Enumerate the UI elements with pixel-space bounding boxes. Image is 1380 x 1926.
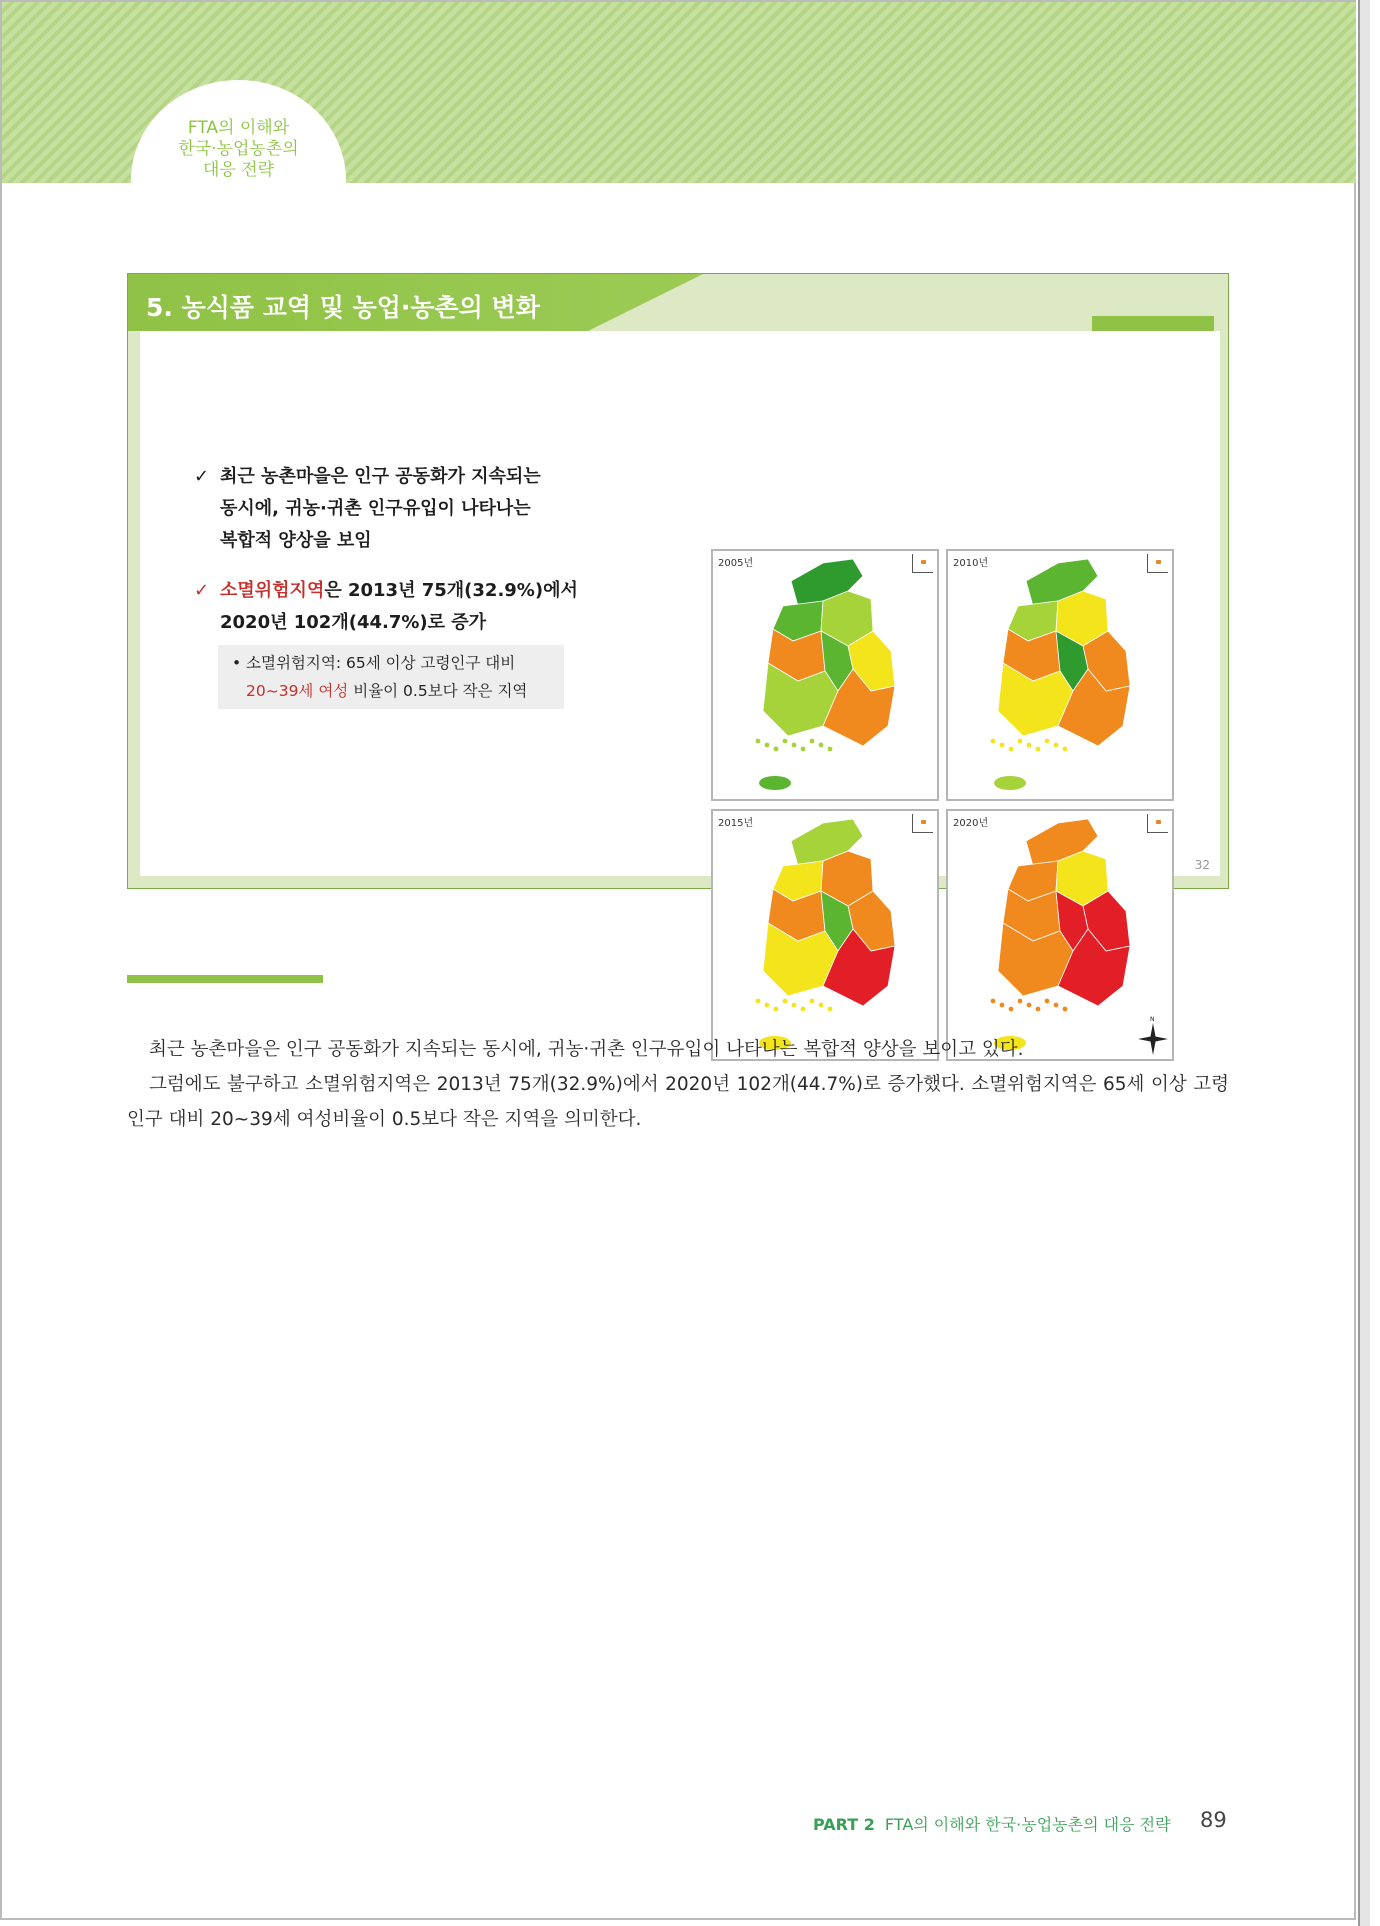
island-dot [1045, 999, 1050, 1004]
slide-figure [127, 273, 1229, 1023]
island-dot [1018, 739, 1023, 744]
island-dot [1018, 999, 1023, 1004]
island-dot [1027, 1003, 1032, 1008]
island-dot [765, 1003, 770, 1008]
slide-number: 32 [1194, 858, 1210, 872]
definition-line-2 [232, 677, 554, 705]
bullet-1-line-1: 최근 농촌마을은 인구 공동화가 지속되는 [220, 466, 541, 487]
island-dot [1027, 743, 1032, 748]
island-dot [1000, 1003, 1005, 1008]
map-panel-1 [711, 549, 939, 801]
island-dot [783, 999, 788, 1004]
map-legend-icon [1147, 554, 1168, 573]
body-text [127, 1032, 1229, 1137]
island-dot [792, 743, 797, 748]
bullet-2-line-2: 2020년 102개(44.7%)로 증가 [220, 612, 487, 633]
island-dot [1054, 1003, 1059, 1008]
map-year-label: 2015년 [718, 818, 754, 829]
island-dot [783, 739, 788, 744]
footer-part: PART 2 [813, 1815, 875, 1834]
island-dot [1036, 1007, 1041, 1012]
page-number: 89 [1200, 1808, 1227, 1832]
paragraph-2: 그럼에도 불구하고 소멸위험지역은 2013년 75개(32.9%)에서 2020년 102개(44.7%)로 증가했다. 소멸위험지역은 65세 이상 고령인구 대비 20~39세 여성비율이 0.5보다 작은 지역을 의미한다. [127, 1074, 1229, 1130]
jeju-island [994, 776, 1026, 790]
island-dot [765, 743, 770, 748]
jeju-island [759, 776, 791, 790]
badge-line-2: 한국·농업농촌의 [178, 139, 299, 159]
island-dot [801, 747, 806, 752]
map-panel-4 [946, 809, 1174, 1061]
island-dot [756, 999, 761, 1004]
badge-line-3: 대응 전략 [202, 160, 275, 180]
badge-line-1: FTA의 이해와 [187, 118, 290, 138]
island-dot [774, 747, 779, 752]
bullet-2 [194, 575, 614, 639]
map-legend-icon [912, 814, 933, 833]
island-dot [1045, 739, 1050, 744]
choropleth-map [713, 811, 937, 1059]
island-dot [801, 1007, 806, 1012]
check-icon: ✓ [194, 466, 210, 487]
highlight-term: 소멸위험지역 [220, 580, 325, 601]
bullet-1 [194, 461, 614, 557]
definition-text-2: 비율이 0.5보다 작은 지역 [348, 682, 528, 700]
map-legend-icon [1147, 814, 1168, 833]
map-year-label: 2020년 [953, 818, 989, 829]
island-dot [1054, 743, 1059, 748]
section-rule [127, 975, 323, 983]
definition-text-1: 소멸위험지역: 65세 이상 고령인구 대비 [246, 654, 516, 672]
island-dot [1063, 1007, 1068, 1012]
slide-accent-bar [1092, 316, 1214, 331]
island-dot [810, 739, 815, 744]
island-dot [828, 1007, 833, 1012]
choropleth-map [713, 551, 937, 799]
island-dot [1036, 747, 1041, 752]
map-legend-icon [912, 554, 933, 573]
map-panel-3 [711, 809, 939, 1061]
bullet-2-text: 은 2013년 75개(32.9%)에서 [324, 580, 578, 601]
running-footer [813, 1812, 1171, 1835]
island-dot [774, 1007, 779, 1012]
definition-box [218, 645, 564, 709]
paragraph-1: 최근 농촌마을은 인구 공동화가 지속되는 동시에, 귀농·귀촌 인구유입이 나타나는 복합적 양상을 보이고 있다. [149, 1039, 1024, 1060]
slide-title: 5. 농식품 교역 및 농업·농촌의 변화 [146, 293, 540, 322]
slide-content [140, 331, 1220, 1023]
island-dot [991, 999, 996, 1004]
choropleth-map [948, 551, 1172, 799]
footer-title: FTA의 이해와 한국·농업농촌의 대응 전략 [884, 1815, 1171, 1834]
page-edge-shadow [1358, 0, 1370, 1926]
island-dot [1009, 1007, 1014, 1012]
island-dot [756, 739, 761, 744]
bullet-2-line-1 [220, 575, 614, 607]
slide-bullets [194, 461, 614, 709]
north-label: N [1150, 1016, 1155, 1023]
island-dot [1009, 747, 1014, 752]
map-panel-2 [946, 549, 1174, 801]
chapter-badge-text [131, 118, 346, 181]
bullet-1-line-2: 동시에, 귀농·귀촌 인구유입이 나타나는 [220, 498, 531, 519]
definition-highlight: 20~39세 여성 [246, 682, 349, 700]
check-icon: ✓ [194, 580, 210, 601]
map-year-label: 2005년 [718, 558, 754, 569]
island-dot [810, 999, 815, 1004]
island-dot [828, 747, 833, 752]
island-dot [991, 739, 996, 744]
bullet-dot: • [232, 654, 242, 672]
island-dot [792, 1003, 797, 1008]
island-dot [819, 743, 824, 748]
island-dot [1063, 747, 1068, 752]
map-year-label: 2010년 [953, 558, 989, 569]
definition-line-1 [232, 649, 554, 677]
island-dot [819, 1003, 824, 1008]
island-dot [1000, 743, 1005, 748]
bullet-1-line-3: 복합적 양상을 보임 [220, 530, 372, 551]
choropleth-map [948, 811, 1172, 1059]
